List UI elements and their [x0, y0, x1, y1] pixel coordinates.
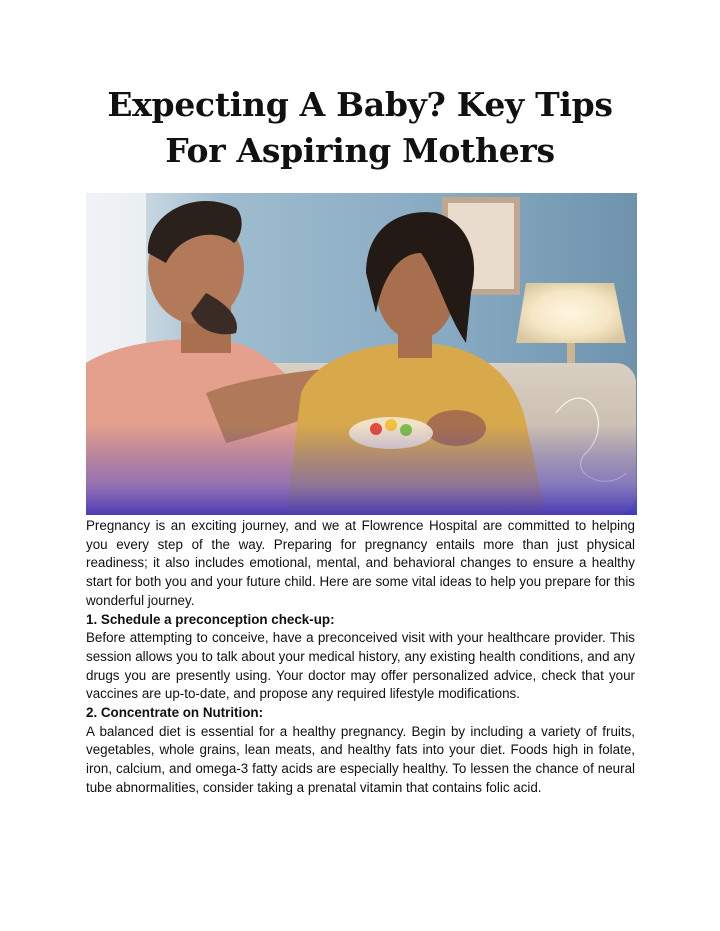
section-heading-1: 1. Schedule a preconception check-up: — [86, 611, 335, 627]
title-line-2: For Aspiring Mothers — [165, 131, 555, 170]
section-text-2: A balanced diet is essential for a healthy pregnancy. Begin by including a variety of fruits, vegetables, whole grains, lean meats, and healthy fats into your diet. Foods high in folate, iron, calcium, and omega-3 fatty acids are especially healthy. To lessen the chance of neural tube abnormalities, consider taking a prenatal vitamin that contains folic acid. — [86, 723, 635, 795]
article-body — [86, 517, 635, 798]
title-line-1: Expecting A Baby? Key Tips — [107, 85, 613, 124]
section-heading-2: 2. Concentrate on Nutrition: — [86, 705, 264, 721]
page-title — [60, 82, 660, 174]
hero-photo — [86, 193, 637, 515]
intro-paragraph: Pregnancy is an exciting journey, and we at Flowrence Hospital are committed to helping you every step of the way. Preparing for pregnancy entails more than just physical readiness; it also includes emotional, mental, and behavioral changes to ensure a healthy start for both you and your future child. Here are some vital ideas to help you prepare for this wonderful journey. — [86, 518, 635, 608]
section-text-1: Before attempting to conceive, have a preconceived visit with your healthcare provider. This session allows you to talk about your medical history, any existing health conditions, and any drugs you are presently using. Your doctor may offer personalized advice, check that your vaccines are up-to-date, and propose any required lifestyle modifications. — [86, 630, 635, 702]
